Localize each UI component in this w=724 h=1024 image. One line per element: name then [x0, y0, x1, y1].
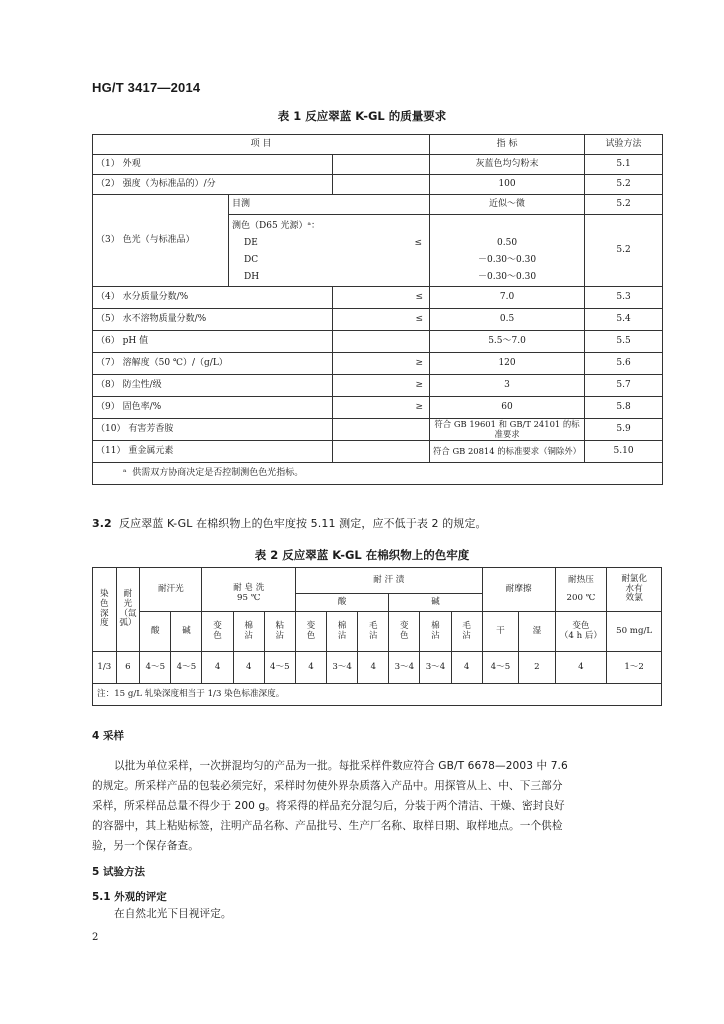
- table-row: （11） 重金属元素 符合 GB 20814 的标准要求（铜除外） 5.10: [93, 441, 663, 463]
- table1: [92, 134, 663, 485]
- table-row: 测色（D65 光源）ᵃ： DE ≤ DC DH 0.50 －0.30～0.30 －0.30～0.30 5.2: [93, 215, 663, 287]
- document-code: HG/T 3417—2014: [92, 80, 201, 95]
- table-row: （7） 溶解度（50 ℃）/（g/L） ≥ 120 5.6: [93, 353, 663, 375]
- table-row: （6） pH 值 5.5～7.0 5.5: [93, 331, 663, 353]
- table1-footnote: ᵃ 供需双方协商决定是否控制测色色光指标。: [93, 463, 663, 485]
- section-4-title: 4 采样: [92, 730, 124, 742]
- table2: 染 色 深 度 耐 光 （氙 弧） 耐汗光 耐 皂 洗 耐 汗 渍 耐摩擦 耐热压 耐氯化 水有 效氯 95 ℃ 酸 碱 200 ℃ 酸 碱 变 色 棉 沾 粘 沾 变 色 棉 沾 毛 沾 变 色 棉 沾 毛 沾 干 湿 变色 （4 h 后） 50 mg/L 1/3 6 4～5 4～5 4 4 4～5 4 3～4 4 3～4 3～4 4 4～5 2 4 1～2 注：15 g/L 轧染深度相当于 1/3 染色标准深度。: [92, 567, 662, 706]
- table1-header-method: 试验方法: [585, 135, 663, 155]
- table1-caption: 表 1 反应翠蓝 K-GL 的质量要求: [277, 109, 447, 123]
- section-5-title: 5 试验方法: [92, 866, 145, 878]
- t2-light-header: 耐 光 （氙 弧）: [116, 568, 140, 652]
- section-3-2: 3.2 反应翠蓝 K-GL 在棉织物上的色牢度按 5.11 测定，应不低于表 2 的规定。: [92, 517, 487, 530]
- section-5-1-title: 5.1 外观的评定: [92, 891, 167, 903]
- section-5-1-text: 在自然北光下目视评定。: [114, 908, 232, 920]
- table2-note: 注：15 g/L 轧染深度相当于 1/3 染色标准深度。: [93, 684, 662, 706]
- section-4-body: 以批为单位采样，一次拼混均匀的产品为一批。每批采样件数应符合 GB/T 6678—2003 中 7.6 的规定。所采样产品的包装必须完好，采样时勿使外界杂质落入产品中。用探管从上、中、下三部分 采样，所采样品总量不得少于 200 g。将采得的样品充分混匀后，分装于两个清洁、干燥、密封良好 的容器中，其上粘贴标签，注明产品名称、产品批号、生产厂名称、取样日期、取样地点。一个供检 验，另一个保存备查。: [92, 760, 568, 852]
- table-row: （5） 水不溶物质量分数/% ≤ 0.5 5.4: [93, 309, 663, 331]
- t2-chlorine-header: 耐氯化 水有 效氯: [607, 568, 662, 612]
- table-row: （1） 外观 灰蓝色均匀粉末 5.1: [93, 155, 663, 175]
- table-row: （8） 防尘性/级 ≥ 3 5.7: [93, 375, 663, 397]
- table-row: （9） 固色率/% ≥ 60 5.8: [93, 397, 663, 419]
- page-number: 2: [92, 932, 99, 943]
- table1-header-item: 项 目: [93, 135, 430, 155]
- table1-header-indicator: 指 标: [430, 135, 585, 155]
- t2-depth-header: 染 色 深 度: [93, 568, 117, 652]
- table-row: （2） 强度（为标准品的）/分 100 5.2: [93, 175, 663, 195]
- table-row: 1/3 6 4～5 4～5 4 4 4～5 4 3～4 4 3～4 3～4 4 4～5 2 4 1～2: [93, 652, 662, 684]
- table-row: （3） 色光（与标准品） 目测 近似～微 5.2: [93, 195, 663, 215]
- table-row: （10） 有害芳香胺 符合 GB 19601 和 GB/T 24101 的标准要求 5.9: [93, 419, 663, 441]
- table2-caption: 表 2 反应翠蓝 K-GL 在棉织物上的色牢度: [254, 548, 470, 562]
- table-row: （4） 水分质量分数/% ≤ 7.0 5.3: [93, 287, 663, 309]
